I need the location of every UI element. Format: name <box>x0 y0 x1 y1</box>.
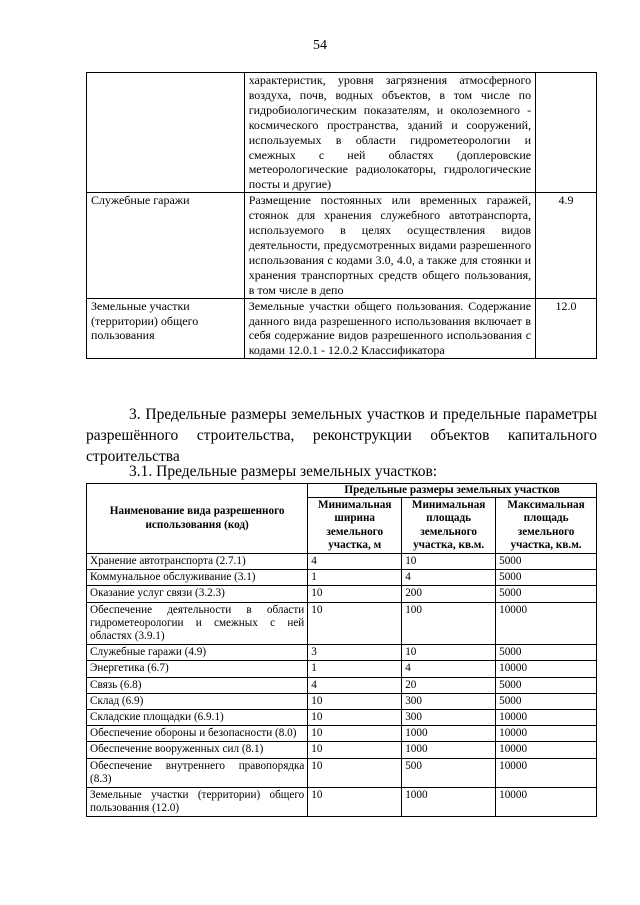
max-area-cell: 5000 <box>496 586 597 602</box>
min-area-cell: 100 <box>402 602 496 645</box>
page-number: 54 <box>313 38 327 53</box>
use-description-cell: характеристик, уровня загрязнения атмосферного воздуха, почв, водных объектов, в том числе по гидробиологическим показателям, и околоземного - космического пространства, зданий и сооружений, используемых в области гидрометеорологии и смежных с ней областях (доплеровские метеорологические радиолокаторы, гидрологические посты и другие) <box>244 73 535 193</box>
min-area-cell: 20 <box>402 677 496 693</box>
permitted-uses-table <box>86 72 597 359</box>
use-name-cell: Складские площадки (6.9.1) <box>87 710 308 726</box>
min-area-cell: 10 <box>402 554 496 570</box>
min-width-cell: 10 <box>308 710 402 726</box>
limits-table <box>86 483 597 817</box>
use-name-cell: Обеспечение деятельности в области гидрометеорологии и смежных с ней областях (3.9.1) <box>87 602 308 645</box>
max-area-cell: 5000 <box>496 693 597 709</box>
min-width-cell: 10 <box>308 693 402 709</box>
table-row <box>87 554 597 570</box>
min-area-cell: 1000 <box>402 726 496 742</box>
min-width-cell: 10 <box>308 742 402 758</box>
header-min-width: Минимальная ширина земельного участка, м <box>308 498 402 554</box>
use-name-cell: Служебные гаражи (4.9) <box>87 645 308 661</box>
min-area-cell: 10 <box>402 645 496 661</box>
use-name-cell: Оказание услуг связи (3.2.3) <box>87 586 308 602</box>
max-area-cell: 10000 <box>496 788 597 817</box>
min-area-cell: 1000 <box>402 788 496 817</box>
min-width-cell: 10 <box>308 586 402 602</box>
min-width-cell: 3 <box>308 645 402 661</box>
max-area-cell: 5000 <box>496 645 597 661</box>
use-name-cell: Обеспечение вооруженных сил (8.1) <box>87 742 308 758</box>
use-name-cell: Коммунальное обслуживание (3.1) <box>87 570 308 586</box>
use-name-cell <box>87 73 245 193</box>
use-name-cell: Обеспечение внутреннего правопорядка (8.3) <box>87 758 308 787</box>
max-area-cell: 5000 <box>496 570 597 586</box>
table-header-row <box>87 484 597 498</box>
max-area-cell: 10000 <box>496 742 597 758</box>
table-row <box>87 661 597 677</box>
table-row <box>87 73 597 193</box>
table-row <box>87 645 597 661</box>
min-width-cell: 10 <box>308 602 402 645</box>
use-name-cell: Обеспечение обороны и безопасности (8.0) <box>87 726 308 742</box>
subsection-heading: 3.1. Предельные размеры земельных участков: <box>129 463 438 480</box>
min-width-cell: 4 <box>308 677 402 693</box>
min-width-cell: 10 <box>308 726 402 742</box>
table-row <box>87 788 597 817</box>
use-name-cell: Склад (6.9) <box>87 693 308 709</box>
use-name-cell: Хранение автотранспорта (2.7.1) <box>87 554 308 570</box>
use-description-cell: Земельные участки общего пользования. Содержание данного вида разрешенного использования включает в себя содержание видов разрешенного использования с кодами 12.0.1 - 12.0.2 Классификатора <box>244 298 535 359</box>
use-name-cell: Земельные участки (территории) общего пользования <box>87 298 245 359</box>
table-row <box>87 570 597 586</box>
use-name-cell: Земельные участки (территории) общего пользования (12.0) <box>87 788 308 817</box>
table-row <box>87 602 597 645</box>
table-row <box>87 298 597 359</box>
use-name-cell: Служебные гаражи <box>87 193 245 298</box>
table-row <box>87 710 597 726</box>
max-area-cell: 10000 <box>496 602 597 645</box>
min-width-cell: 1 <box>308 570 402 586</box>
min-area-cell: 4 <box>402 661 496 677</box>
min-width-cell: 1 <box>308 661 402 677</box>
max-area-cell: 10000 <box>496 726 597 742</box>
max-area-cell: 5000 <box>496 554 597 570</box>
min-area-cell: 200 <box>402 586 496 602</box>
table-row <box>87 758 597 787</box>
header-min-area: Минимальная площадь земельного участка, кв.м. <box>402 498 496 554</box>
min-width-cell: 4 <box>308 554 402 570</box>
min-width-cell: 10 <box>308 758 402 787</box>
table-row <box>87 677 597 693</box>
min-area-cell: 300 <box>402 693 496 709</box>
min-area-cell: 4 <box>402 570 496 586</box>
max-area-cell: 10000 <box>496 758 597 787</box>
use-name-cell: Энергетика (6.7) <box>87 661 308 677</box>
table-row <box>87 693 597 709</box>
header-limits-group: Предельные размеры земельных участков <box>308 484 597 498</box>
header-max-area: Максимальная площадь земельного участка, кв.м. <box>496 498 597 554</box>
max-area-cell: 10000 <box>496 661 597 677</box>
table-row <box>87 193 597 298</box>
use-code-cell: 4.9 <box>536 193 597 298</box>
section-heading: 3. Предельные размеры земельных участков и предельные параметры разрешённого строительства, реконструкции объектов капитального строительства <box>86 406 597 465</box>
max-area-cell: 10000 <box>496 710 597 726</box>
min-area-cell: 300 <box>402 710 496 726</box>
min-width-cell: 10 <box>308 788 402 817</box>
header-use-name: Наименование вида разрешенного использования (код) <box>87 484 308 554</box>
use-description-cell: Размещение постоянных или временных гаражей, стоянок для хранения служебного автотранспорта, используемого в целях осуществления видов деятельности, предусмотренных видами разрешенного использования с кодами 3.0, 4.0, а также для стоянки и хранения транспортных средств общего пользования, в том числе в депо <box>244 193 535 298</box>
max-area-cell: 5000 <box>496 677 597 693</box>
table-row <box>87 742 597 758</box>
use-code-cell: 12.0 <box>536 298 597 359</box>
table-row <box>87 726 597 742</box>
min-area-cell: 500 <box>402 758 496 787</box>
use-code-cell <box>536 73 597 193</box>
min-area-cell: 1000 <box>402 742 496 758</box>
use-name-cell: Связь (6.8) <box>87 677 308 693</box>
table-row <box>87 586 597 602</box>
